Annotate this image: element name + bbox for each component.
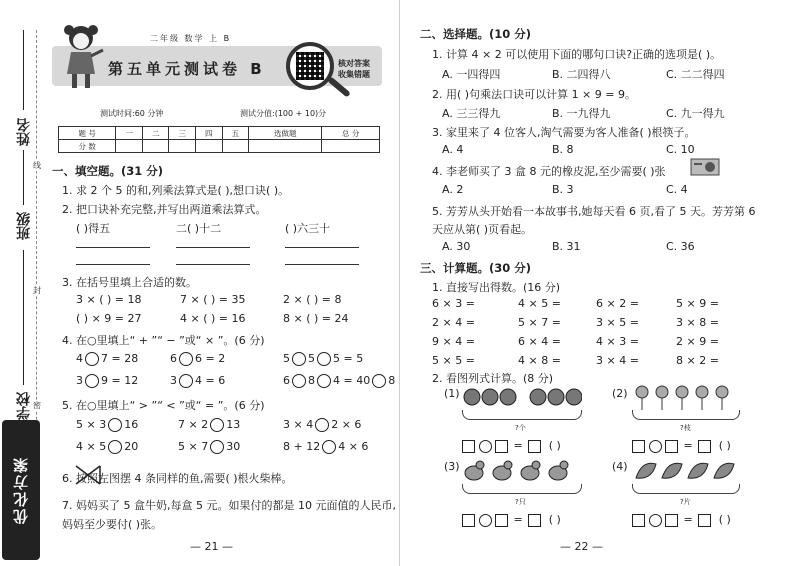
answer-circle[interactable] <box>372 374 386 388</box>
answer-box[interactable] <box>632 514 645 527</box>
choice-option[interactable]: A. 一四得四 <box>442 68 501 81</box>
calc-item[interactable]: 5 × 7 = <box>518 316 561 329</box>
q5-expr: 8 + 12 <box>283 440 321 453</box>
answer-circle[interactable] <box>108 440 122 454</box>
choice-option[interactable]: B. 一九得九 <box>552 107 611 120</box>
table-cell: 四 <box>196 127 223 140</box>
table-row <box>59 140 380 153</box>
q5-expr: 30 <box>226 440 241 453</box>
table-cell: 三 <box>169 127 196 140</box>
question-mark-label: ?片 <box>680 498 691 506</box>
choice-option[interactable]: A. 三三得九 <box>442 107 501 120</box>
answer-box[interactable] <box>528 440 541 453</box>
bird-group-icon <box>462 458 582 484</box>
equation-row <box>632 439 731 453</box>
answer-circle[interactable] <box>479 514 492 527</box>
name-label: 姓名 <box>16 118 32 146</box>
choice-option[interactable]: C. 二二得四 <box>666 68 725 81</box>
q4-num: 8 <box>308 374 315 387</box>
choice-question: 1. 计算 4 × 2 可以使用下面的哪句口诀?正确的选项是( )。 <box>432 48 722 61</box>
q5-expr: 7 × 2 <box>178 418 209 431</box>
score-cell[interactable] <box>322 140 380 153</box>
seal-dashed-line <box>36 30 37 460</box>
unit-paren: ( ) <box>718 439 731 452</box>
pic-label: (4) <box>612 460 628 473</box>
q5-expr: 4 × 5 <box>76 440 107 453</box>
leaf-group-icon <box>632 458 742 484</box>
brace-icon <box>632 484 740 494</box>
choice-option[interactable]: C. 4 <box>666 183 688 196</box>
calc-item[interactable]: 6 × 4 = <box>518 335 561 348</box>
q4-item <box>76 352 138 366</box>
calc-item[interactable]: 4 × 8 = <box>518 354 561 367</box>
question-2: 2. 把口诀补充完整,并写出两道乘法算式。 <box>62 203 267 216</box>
q5-item <box>76 440 138 454</box>
equals-sign: = <box>513 439 523 452</box>
q4-item <box>283 374 395 388</box>
section-heading: 一、填空题。(31 分) <box>52 164 164 178</box>
calc-item[interactable]: 6 × 2 = <box>596 297 639 310</box>
answer-circle[interactable] <box>292 374 306 388</box>
choice-option[interactable]: B. 8 <box>552 143 574 156</box>
flower-group-icon <box>632 384 742 410</box>
equals-sign: = <box>513 513 523 526</box>
answer-box[interactable] <box>528 514 541 527</box>
class-line <box>23 150 24 205</box>
ball-group-icon <box>462 386 582 408</box>
choice-question: 2. 用( )句乘法口诀可以计算 1 × 9 = 9。 <box>432 88 636 101</box>
answer-circle[interactable] <box>85 374 99 388</box>
q3-item: 2 × ( ) = 8 <box>283 293 342 306</box>
q4-item <box>283 352 363 366</box>
answer-circle[interactable] <box>85 352 99 366</box>
question-5: 5. 在○里填上“ > ”“ < ”或“ = ”。(6 分) <box>62 399 265 412</box>
class-label: 班级 <box>16 212 32 240</box>
matchstick-fish-icon <box>74 464 104 486</box>
answer-box[interactable] <box>462 440 475 453</box>
table-cell: 分 数 <box>59 140 116 153</box>
q4-num: 4 = 6 <box>195 374 226 387</box>
q4-num: 5 = 5 <box>333 352 364 365</box>
table-cell: 题 号 <box>59 127 116 140</box>
grade-label: 二年级 数学 上 B <box>150 34 232 43</box>
answer-box[interactable] <box>632 440 645 453</box>
pic-label: (2) <box>612 387 628 400</box>
answer-circle[interactable] <box>317 352 331 366</box>
question-1: 1. 求 2 个 5 的和,列乘法算式是( ),想口诀( )。 <box>62 184 290 197</box>
score-table <box>58 126 380 153</box>
q4-num: 5 <box>308 352 315 365</box>
answer-box[interactable] <box>462 514 475 527</box>
calc-item[interactable]: 9 × 4 = <box>432 335 475 348</box>
q5-item <box>76 418 138 432</box>
q4-num: 3 <box>76 374 83 387</box>
answer-circle[interactable] <box>108 418 122 432</box>
choice-question-cont: 天应从第( )页看起。 <box>432 223 533 236</box>
table-cell: 五 <box>222 127 249 140</box>
answer-circle[interactable] <box>210 440 224 454</box>
equals-sign: = <box>683 513 693 526</box>
unit-paren: ( ) <box>548 439 561 452</box>
q5-expr: 4 × 6 <box>338 440 369 453</box>
answer-circle[interactable] <box>179 352 193 366</box>
q5-expr: 5 × 7 <box>178 440 209 453</box>
section-heading: 二、选择题。(10 分) <box>420 27 532 41</box>
calc-item[interactable]: 5 × 9 = <box>676 297 719 310</box>
q4-item <box>76 374 138 388</box>
calc-item[interactable]: 2 × 9 = <box>676 335 719 348</box>
calc-item[interactable]: 3 × 4 = <box>596 354 639 367</box>
unit-paren: ( ) <box>548 513 561 526</box>
brace-icon <box>462 410 582 420</box>
answer-line[interactable] <box>176 264 250 265</box>
answer-circle[interactable] <box>479 440 492 453</box>
page-number: — 21 — <box>190 540 233 553</box>
choice-question: 3. 家里来了 4 位客人,淘气需要为客人准备( )根筷子。 <box>432 126 696 139</box>
answer-circle[interactable] <box>179 374 193 388</box>
brand-logo: 优化方案 <box>2 420 40 560</box>
qr-caption-line: 核对答案 <box>338 59 370 68</box>
score-cell[interactable] <box>196 140 223 153</box>
qr-caption <box>338 58 370 80</box>
choice-option[interactable]: C. 36 <box>666 240 695 253</box>
q5-expr: 20 <box>124 440 139 453</box>
answer-box[interactable] <box>495 440 508 453</box>
right-page <box>400 0 800 566</box>
choice-option[interactable]: A. 4 <box>442 143 464 156</box>
score-cell[interactable] <box>222 140 249 153</box>
answer-box[interactable] <box>665 514 678 527</box>
calc-item[interactable]: 4 × 3 = <box>596 335 639 348</box>
school-label: 学校 <box>16 392 32 420</box>
score-cell[interactable] <box>169 140 196 153</box>
qr-code-icon[interactable] <box>296 52 324 80</box>
test-score: 测试分值:(100 + 10)分 <box>240 109 327 118</box>
answer-box[interactable] <box>698 514 711 527</box>
school-line <box>23 250 24 385</box>
q3-item: 3 × ( ) = 18 <box>76 293 142 306</box>
q3-item: 7 × ( ) = 35 <box>180 293 246 306</box>
unit-paren: ( ) <box>718 513 731 526</box>
answer-circle[interactable] <box>317 374 331 388</box>
brace-icon <box>632 410 740 420</box>
choice-option[interactable]: B. 二四得八 <box>552 68 611 81</box>
equation-row <box>462 439 561 453</box>
answer-line[interactable] <box>285 247 359 248</box>
question-7-cont: 妈妈至少要付( )张。 <box>62 518 163 531</box>
page-title: 第五单元测试卷 B <box>108 60 266 78</box>
choice-option[interactable]: C. 10 <box>666 143 695 156</box>
choice-option[interactable]: C. 九一得九 <box>666 107 725 120</box>
q3-item: 4 × ( ) = 16 <box>180 312 246 325</box>
question-6: 6. 按照左图摆 4 条同样的鱼,需要( )根火柴棒。 <box>62 472 293 485</box>
question-mark-label: ?个 <box>515 424 526 432</box>
q4-num: 6 <box>170 352 177 365</box>
answer-line[interactable] <box>176 247 250 248</box>
question-mark-label: ?枝 <box>680 424 691 432</box>
answer-box[interactable] <box>698 440 711 453</box>
answer-circle[interactable] <box>210 418 224 432</box>
qr-caption-line: 收集错题 <box>338 70 370 79</box>
table-cell: 选做题 <box>249 127 322 140</box>
q2-item: 二( )十二 <box>176 222 222 235</box>
answer-circle[interactable] <box>292 352 306 366</box>
answer-circle[interactable] <box>322 440 336 454</box>
brace-icon <box>462 484 582 494</box>
q5-expr: 3 × 4 <box>283 418 314 431</box>
score-cell[interactable] <box>249 140 322 153</box>
q5-item <box>178 440 240 454</box>
equals-sign: = <box>683 439 693 452</box>
answer-line[interactable] <box>76 247 150 248</box>
pic-label: (1) <box>444 387 460 400</box>
q4-item <box>170 374 225 388</box>
banknote-icon <box>690 157 720 177</box>
answer-box[interactable] <box>495 514 508 527</box>
q4-num: 6 = 2 <box>195 352 226 365</box>
q5-expr: 2 × 6 <box>331 418 362 431</box>
choice-option[interactable]: B. 3 <box>552 183 574 196</box>
q5-item <box>178 418 240 432</box>
q3-item: ( ) × 9 = 27 <box>76 312 142 325</box>
q3-item: 8 × ( ) = 24 <box>283 312 349 325</box>
table-row <box>59 127 380 140</box>
q4-num: 5 <box>283 352 290 365</box>
q4-num: 7 = 28 <box>101 352 139 365</box>
name-line <box>23 30 24 110</box>
calc-question: 2. 看图列式计算。(8 分) <box>432 372 554 385</box>
q4-num: 4 <box>76 352 83 365</box>
calc-item[interactable]: 2 × 4 = <box>432 316 475 329</box>
question-4: 4. 在○里填上“ + ”“ − ”或“ × ”。(6 分) <box>62 334 265 347</box>
answer-circle[interactable] <box>315 418 329 432</box>
pic-label: (3) <box>444 460 460 473</box>
equation-row <box>462 513 561 527</box>
score-cell[interactable] <box>116 140 143 153</box>
table-cell: 总 分 <box>322 127 380 140</box>
q5-item <box>283 440 368 454</box>
girl-illustration-icon <box>55 22 107 92</box>
score-cell[interactable] <box>142 140 169 153</box>
choice-option[interactable]: A. 30 <box>442 240 471 253</box>
calc-item[interactable]: 6 × 3 = <box>432 297 475 310</box>
question-3: 3. 在括号里填上合适的数。 <box>62 276 197 289</box>
binding-strip <box>0 0 46 566</box>
equation-row <box>632 513 731 527</box>
choice-option[interactable]: B. 31 <box>552 240 581 253</box>
q2-item: ( )六三十 <box>285 222 331 235</box>
seal-char: 线 <box>33 161 41 170</box>
answer-circle[interactable] <box>649 514 662 527</box>
question-7: 7. 妈妈买了 5 盒牛奶,每盒 5 元。如果付的都是 10 元面值的人民币, <box>62 499 396 512</box>
table-cell: 一 <box>116 127 143 140</box>
page-number: — 22 — <box>560 540 603 553</box>
q2-item: ( )得五 <box>76 222 111 235</box>
choice-question: 5. 芳芳从头开始看一本故事书,她每天看 6 页,看了 5 天。芳芳第 6 <box>432 205 756 218</box>
q5-expr: 16 <box>124 418 139 431</box>
choice-option[interactable]: A. 2 <box>442 183 464 196</box>
choice-question: 4. 李老师买了 3 盒 8 元的橡皮泥,至少需要( )张 <box>432 165 666 178</box>
table-cell: 二 <box>142 127 169 140</box>
q4-num: 9 = 12 <box>101 374 139 387</box>
calc-item[interactable]: 3 × 5 = <box>596 316 639 329</box>
q4-num: 6 <box>283 374 290 387</box>
q4-num: 8 <box>388 374 396 387</box>
q5-item <box>283 418 361 432</box>
calc-question: 1. 直接写出得数。(16 分) <box>432 281 561 294</box>
q5-expr: 13 <box>226 418 241 431</box>
calc-item[interactable]: 5 × 5 = <box>432 354 475 367</box>
answer-circle[interactable] <box>649 440 662 453</box>
calc-item[interactable]: 3 × 8 = <box>676 316 719 329</box>
answer-line[interactable] <box>285 264 359 265</box>
calc-item[interactable]: 4 × 5 = <box>518 297 561 310</box>
q4-num: 4 = 40 <box>333 374 371 387</box>
test-time: 测试时间:60 分钟 <box>100 109 164 118</box>
seal-char: 密 <box>33 401 41 410</box>
q4-item <box>170 352 225 366</box>
calc-item[interactable]: 8 × 2 = <box>676 354 719 367</box>
question-mark-label: ?只 <box>515 498 526 506</box>
answer-line[interactable] <box>76 264 150 265</box>
q4-num: 3 <box>170 374 177 387</box>
section-heading: 三、计算题。(30 分) <box>420 261 532 275</box>
q5-expr: 5 × 3 <box>76 418 107 431</box>
answer-box[interactable] <box>665 440 678 453</box>
seal-char: 封 <box>33 286 41 295</box>
